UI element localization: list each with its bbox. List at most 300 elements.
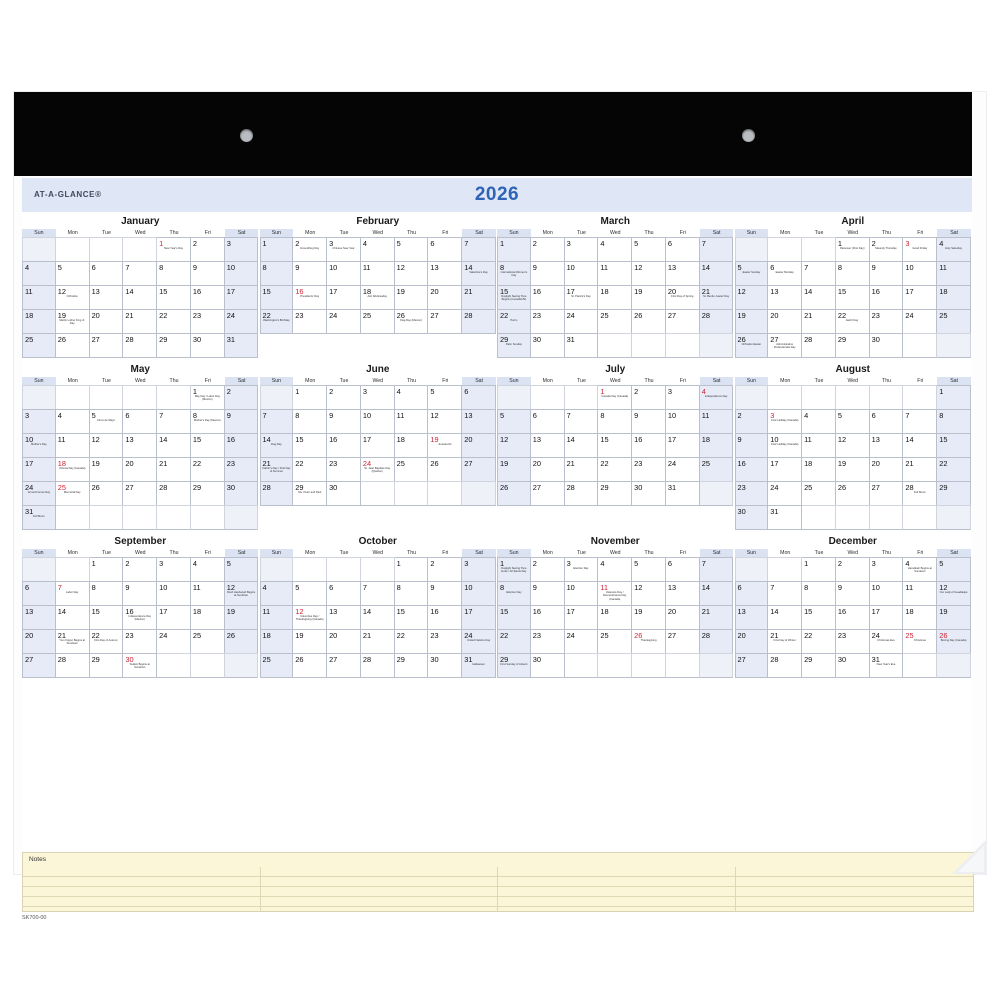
day-cell[interactable] — [565, 261, 599, 285]
day-cell[interactable] — [666, 581, 700, 605]
day-cell[interactable] — [802, 261, 836, 285]
day-cell[interactable] — [90, 605, 124, 629]
day-cell[interactable] — [327, 653, 361, 678]
day-cell[interactable] — [870, 333, 904, 358]
day-cell[interactable] — [768, 457, 802, 481]
day-cell[interactable] — [632, 409, 666, 433]
day-cell[interactable] — [836, 285, 870, 309]
day-cell[interactable] — [293, 261, 327, 285]
day-cell[interactable] — [598, 557, 632, 581]
day-cell[interactable] — [836, 433, 870, 457]
day-cell[interactable] — [937, 605, 971, 629]
day-cell[interactable] — [700, 309, 734, 333]
day-cell[interactable] — [497, 481, 531, 506]
day-cell[interactable] — [598, 285, 632, 309]
day-cell[interactable] — [666, 409, 700, 433]
day-cell[interactable] — [937, 581, 971, 605]
day-cell[interactable] — [123, 581, 157, 605]
day-cell[interactable] — [700, 261, 734, 285]
day-cell[interactable] — [90, 629, 124, 653]
day-cell[interactable] — [937, 261, 971, 285]
day-cell[interactable] — [565, 629, 599, 653]
day-cell[interactable] — [802, 481, 836, 505]
day-cell[interactable] — [191, 409, 225, 433]
day-cell[interactable] — [802, 433, 836, 457]
day-cell[interactable] — [768, 581, 802, 605]
day-cell[interactable] — [56, 261, 90, 285]
day-cell[interactable] — [327, 457, 361, 481]
day-cell[interactable] — [735, 433, 769, 457]
day-cell[interactable] — [836, 237, 870, 261]
day-cell[interactable] — [191, 333, 225, 358]
day-cell[interactable] — [666, 457, 700, 481]
day-cell[interactable] — [700, 285, 734, 309]
day-cell[interactable] — [225, 605, 259, 629]
day-cell[interactable] — [497, 285, 531, 309]
day-cell[interactable] — [293, 285, 327, 309]
day-cell[interactable] — [22, 285, 56, 309]
day-cell[interactable] — [870, 237, 904, 261]
day-cell[interactable] — [700, 629, 734, 653]
day-cell[interactable] — [598, 409, 632, 433]
day-cell[interactable] — [768, 505, 802, 530]
day-cell[interactable] — [428, 605, 462, 629]
day-cell[interactable] — [260, 409, 294, 433]
day-cell[interactable] — [836, 653, 870, 678]
day-cell[interactable] — [531, 605, 565, 629]
day-cell[interactable] — [666, 261, 700, 285]
day-cell[interactable] — [462, 581, 496, 605]
day-cell[interactable] — [327, 309, 361, 334]
day-cell[interactable] — [361, 433, 395, 457]
day-cell[interactable] — [802, 581, 836, 605]
day-cell[interactable] — [870, 309, 904, 333]
day-cell[interactable] — [666, 309, 700, 333]
day-cell[interactable] — [56, 285, 90, 309]
day-cell[interactable] — [497, 557, 531, 581]
day-cell[interactable] — [191, 481, 225, 505]
day-cell[interactable] — [802, 457, 836, 481]
day-cell[interactable] — [836, 629, 870, 653]
day-cell[interactable] — [598, 309, 632, 333]
day-cell[interactable] — [836, 581, 870, 605]
day-cell[interactable] — [531, 409, 565, 433]
day-cell[interactable] — [191, 385, 225, 409]
day-cell[interactable] — [56, 629, 90, 653]
day-cell[interactable] — [700, 433, 734, 457]
day-cell[interactable] — [903, 237, 937, 261]
day-cell[interactable] — [666, 481, 700, 506]
day-cell[interactable] — [395, 581, 429, 605]
day-cell[interactable] — [361, 237, 395, 261]
day-cell[interactable] — [462, 385, 496, 409]
day-cell[interactable] — [361, 629, 395, 653]
day-cell[interactable] — [22, 505, 56, 530]
day-cell[interactable] — [903, 457, 937, 481]
day-cell[interactable] — [395, 385, 429, 409]
day-cell[interactable] — [937, 481, 971, 505]
day-cell[interactable] — [903, 557, 937, 581]
day-cell[interactable] — [123, 285, 157, 309]
day-cell[interactable] — [903, 629, 937, 653]
day-cell[interactable] — [937, 385, 971, 409]
day-cell[interactable] — [260, 457, 294, 481]
day-cell[interactable] — [632, 261, 666, 285]
day-cell[interactable] — [598, 237, 632, 261]
day-cell[interactable] — [157, 285, 191, 309]
day-cell[interactable] — [225, 481, 259, 505]
day-cell[interactable] — [462, 309, 496, 334]
day-cell[interactable] — [735, 505, 769, 530]
day-cell[interactable] — [666, 605, 700, 629]
day-cell[interactable] — [598, 457, 632, 481]
day-cell[interactable] — [22, 309, 56, 333]
day-cell[interactable] — [700, 237, 734, 261]
day-cell[interactable] — [123, 261, 157, 285]
day-cell[interactable] — [56, 333, 90, 358]
day-cell[interactable] — [937, 237, 971, 261]
day-cell[interactable] — [735, 333, 769, 358]
day-cell[interactable] — [260, 629, 294, 653]
day-cell[interactable] — [870, 457, 904, 481]
day-cell[interactable] — [598, 433, 632, 457]
day-cell[interactable] — [870, 629, 904, 653]
day-cell[interactable] — [531, 333, 565, 358]
day-cell[interactable] — [700, 457, 734, 481]
day-cell[interactable] — [157, 237, 191, 261]
day-cell[interactable] — [565, 457, 599, 481]
day-cell[interactable] — [428, 457, 462, 481]
day-cell[interactable] — [260, 261, 294, 285]
day-cell[interactable] — [428, 557, 462, 581]
day-cell[interactable] — [22, 333, 56, 358]
day-cell[interactable] — [598, 385, 632, 409]
day-cell[interactable] — [90, 409, 124, 433]
day-cell[interactable] — [361, 285, 395, 309]
day-cell[interactable] — [361, 309, 395, 334]
day-cell[interactable] — [395, 309, 429, 334]
day-cell[interactable] — [735, 261, 769, 285]
day-cell[interactable] — [293, 237, 327, 261]
day-cell[interactable] — [123, 457, 157, 481]
day-cell[interactable] — [191, 261, 225, 285]
day-cell[interactable] — [395, 653, 429, 678]
day-cell[interactable] — [497, 653, 531, 678]
day-cell[interactable] — [225, 285, 259, 309]
day-cell[interactable] — [903, 261, 937, 285]
day-cell[interactable] — [90, 285, 124, 309]
day-cell[interactable] — [768, 409, 802, 433]
day-cell[interactable] — [836, 309, 870, 333]
day-cell[interactable] — [565, 605, 599, 629]
day-cell[interactable] — [90, 309, 124, 333]
day-cell[interactable] — [56, 581, 90, 605]
day-cell[interactable] — [260, 653, 294, 678]
day-cell[interactable] — [225, 629, 259, 653]
day-cell[interactable] — [565, 581, 599, 605]
day-cell[interactable] — [157, 261, 191, 285]
day-cell[interactable] — [327, 433, 361, 457]
day-cell[interactable] — [531, 557, 565, 581]
day-cell[interactable] — [90, 261, 124, 285]
day-cell[interactable] — [90, 333, 124, 358]
day-cell[interactable] — [22, 629, 56, 653]
day-cell[interactable] — [293, 629, 327, 653]
day-cell[interactable] — [191, 309, 225, 333]
day-cell[interactable] — [903, 285, 937, 309]
day-cell[interactable] — [191, 433, 225, 457]
day-cell[interactable] — [735, 481, 769, 505]
day-cell[interactable] — [735, 285, 769, 309]
day-cell[interactable] — [327, 409, 361, 433]
day-cell[interactable] — [361, 409, 395, 433]
day-cell[interactable] — [157, 481, 191, 505]
day-cell[interactable] — [293, 385, 327, 409]
day-cell[interactable] — [123, 333, 157, 358]
day-cell[interactable] — [497, 309, 531, 333]
day-cell[interactable] — [260, 237, 294, 261]
day-cell[interactable] — [191, 237, 225, 261]
day-cell[interactable] — [937, 629, 971, 653]
day-cell[interactable] — [598, 581, 632, 605]
day-cell[interactable] — [666, 629, 700, 653]
day-cell[interactable] — [361, 385, 395, 409]
day-cell[interactable] — [531, 629, 565, 653]
day-cell[interactable] — [428, 409, 462, 433]
day-cell[interactable] — [666, 237, 700, 261]
day-cell[interactable] — [225, 433, 259, 457]
day-cell[interactable] — [22, 261, 56, 285]
day-cell[interactable] — [836, 605, 870, 629]
day-cell[interactable] — [768, 481, 802, 505]
day-cell[interactable] — [157, 629, 191, 653]
day-cell[interactable] — [565, 333, 599, 358]
day-cell[interactable] — [768, 261, 802, 285]
day-cell[interactable] — [90, 653, 124, 678]
day-cell[interactable] — [22, 457, 56, 481]
day-cell[interactable] — [428, 261, 462, 285]
day-cell[interactable] — [225, 333, 259, 358]
day-cell[interactable] — [531, 237, 565, 261]
day-cell[interactable] — [462, 629, 496, 653]
day-cell[interactable] — [260, 309, 294, 334]
day-cell[interactable] — [836, 409, 870, 433]
day-cell[interactable] — [632, 629, 666, 653]
day-cell[interactable] — [428, 653, 462, 678]
notes-area[interactable] — [22, 852, 974, 912]
day-cell[interactable] — [293, 653, 327, 678]
day-cell[interactable] — [700, 409, 734, 433]
day-cell[interactable] — [395, 629, 429, 653]
day-cell[interactable] — [768, 653, 802, 678]
day-cell[interactable] — [225, 409, 259, 433]
day-cell[interactable] — [260, 433, 294, 457]
day-cell[interactable] — [768, 309, 802, 333]
day-cell[interactable] — [666, 557, 700, 581]
day-cell[interactable] — [157, 605, 191, 629]
day-cell[interactable] — [802, 605, 836, 629]
day-cell[interactable] — [598, 261, 632, 285]
day-cell[interactable] — [157, 309, 191, 333]
day-cell[interactable] — [361, 581, 395, 605]
day-cell[interactable] — [361, 653, 395, 678]
day-cell[interactable] — [937, 557, 971, 581]
day-cell[interactable] — [565, 481, 599, 506]
day-cell[interactable] — [903, 433, 937, 457]
day-cell[interactable] — [497, 433, 531, 457]
day-cell[interactable] — [497, 457, 531, 481]
day-cell[interactable] — [870, 653, 904, 678]
day-cell[interactable] — [735, 581, 769, 605]
day-cell[interactable] — [666, 385, 700, 409]
day-cell[interactable] — [327, 629, 361, 653]
day-cell[interactable] — [531, 457, 565, 481]
day-cell[interactable] — [157, 333, 191, 358]
day-cell[interactable] — [157, 433, 191, 457]
day-cell[interactable] — [497, 605, 531, 629]
day-cell[interactable] — [90, 457, 124, 481]
day-cell[interactable] — [123, 433, 157, 457]
day-cell[interactable] — [225, 457, 259, 481]
day-cell[interactable] — [428, 629, 462, 653]
day-cell[interactable] — [428, 237, 462, 261]
day-cell[interactable] — [123, 557, 157, 581]
day-cell[interactable] — [157, 557, 191, 581]
day-cell[interactable] — [870, 433, 904, 457]
day-cell[interactable] — [870, 605, 904, 629]
day-cell[interactable] — [157, 457, 191, 481]
day-cell[interactable] — [395, 557, 429, 581]
day-cell[interactable] — [22, 409, 56, 433]
day-cell[interactable] — [802, 557, 836, 581]
day-cell[interactable] — [56, 409, 90, 433]
day-cell[interactable] — [225, 557, 259, 581]
day-cell[interactable] — [768, 433, 802, 457]
day-cell[interactable] — [565, 285, 599, 309]
day-cell[interactable] — [260, 481, 294, 506]
day-cell[interactable] — [497, 333, 531, 358]
day-cell[interactable] — [565, 433, 599, 457]
day-cell[interactable] — [123, 629, 157, 653]
day-cell[interactable] — [462, 605, 496, 629]
day-cell[interactable] — [462, 285, 496, 309]
day-cell[interactable] — [90, 433, 124, 457]
day-cell[interactable] — [735, 309, 769, 333]
day-cell[interactable] — [56, 433, 90, 457]
day-cell[interactable] — [497, 237, 531, 261]
day-cell[interactable] — [191, 557, 225, 581]
day-cell[interactable] — [937, 285, 971, 309]
day-cell[interactable] — [870, 557, 904, 581]
day-cell[interactable] — [327, 237, 361, 261]
day-cell[interactable] — [937, 309, 971, 333]
day-cell[interactable] — [870, 409, 904, 433]
day-cell[interactable] — [565, 557, 599, 581]
day-cell[interactable] — [836, 333, 870, 358]
day-cell[interactable] — [632, 581, 666, 605]
day-cell[interactable] — [293, 309, 327, 334]
day-cell[interactable] — [293, 581, 327, 605]
day-cell[interactable] — [802, 629, 836, 653]
day-cell[interactable] — [632, 605, 666, 629]
day-cell[interactable] — [157, 409, 191, 433]
day-cell[interactable] — [327, 581, 361, 605]
day-cell[interactable] — [123, 309, 157, 333]
day-cell[interactable] — [768, 629, 802, 653]
day-cell[interactable] — [598, 629, 632, 653]
day-cell[interactable] — [327, 285, 361, 309]
day-cell[interactable] — [428, 385, 462, 409]
day-cell[interactable] — [836, 261, 870, 285]
day-cell[interactable] — [531, 261, 565, 285]
day-cell[interactable] — [191, 457, 225, 481]
day-cell[interactable] — [903, 309, 937, 333]
day-cell[interactable] — [462, 433, 496, 457]
day-cell[interactable] — [802, 333, 836, 358]
day-cell[interactable] — [565, 409, 599, 433]
day-cell[interactable] — [395, 261, 429, 285]
day-cell[interactable] — [632, 385, 666, 409]
day-cell[interactable] — [293, 433, 327, 457]
day-cell[interactable] — [22, 481, 56, 505]
day-cell[interactable] — [56, 605, 90, 629]
day-cell[interactable] — [56, 309, 90, 333]
day-cell[interactable] — [802, 409, 836, 433]
day-cell[interactable] — [531, 653, 565, 678]
day-cell[interactable] — [836, 457, 870, 481]
day-cell[interactable] — [293, 409, 327, 433]
day-cell[interactable] — [768, 605, 802, 629]
day-cell[interactable] — [802, 653, 836, 678]
day-cell[interactable] — [735, 457, 769, 481]
day-cell[interactable] — [462, 557, 496, 581]
day-cell[interactable] — [395, 457, 429, 481]
day-cell[interactable] — [225, 261, 259, 285]
day-cell[interactable] — [870, 261, 904, 285]
day-cell[interactable] — [225, 385, 259, 409]
day-cell[interactable] — [191, 285, 225, 309]
day-cell[interactable] — [191, 581, 225, 605]
day-cell[interactable] — [327, 385, 361, 409]
day-cell[interactable] — [903, 581, 937, 605]
day-cell[interactable] — [56, 481, 90, 505]
day-cell[interactable] — [700, 581, 734, 605]
day-cell[interactable] — [260, 285, 294, 309]
day-cell[interactable] — [462, 457, 496, 481]
day-cell[interactable] — [22, 653, 56, 678]
day-cell[interactable] — [260, 605, 294, 629]
day-cell[interactable] — [361, 261, 395, 285]
day-cell[interactable] — [56, 653, 90, 678]
day-cell[interactable] — [260, 581, 294, 605]
day-cell[interactable] — [836, 481, 870, 505]
day-cell[interactable] — [735, 409, 769, 433]
day-cell[interactable] — [700, 605, 734, 629]
day-cell[interactable] — [632, 557, 666, 581]
day-cell[interactable] — [598, 481, 632, 506]
day-cell[interactable] — [632, 285, 666, 309]
day-cell[interactable] — [90, 557, 124, 581]
day-cell[interactable] — [802, 285, 836, 309]
day-cell[interactable] — [735, 653, 769, 678]
day-cell[interactable] — [497, 261, 531, 285]
day-cell[interactable] — [22, 605, 56, 629]
day-cell[interactable] — [937, 409, 971, 433]
day-cell[interactable] — [191, 605, 225, 629]
day-cell[interactable] — [903, 409, 937, 433]
day-cell[interactable] — [462, 237, 496, 261]
day-cell[interactable] — [598, 605, 632, 629]
